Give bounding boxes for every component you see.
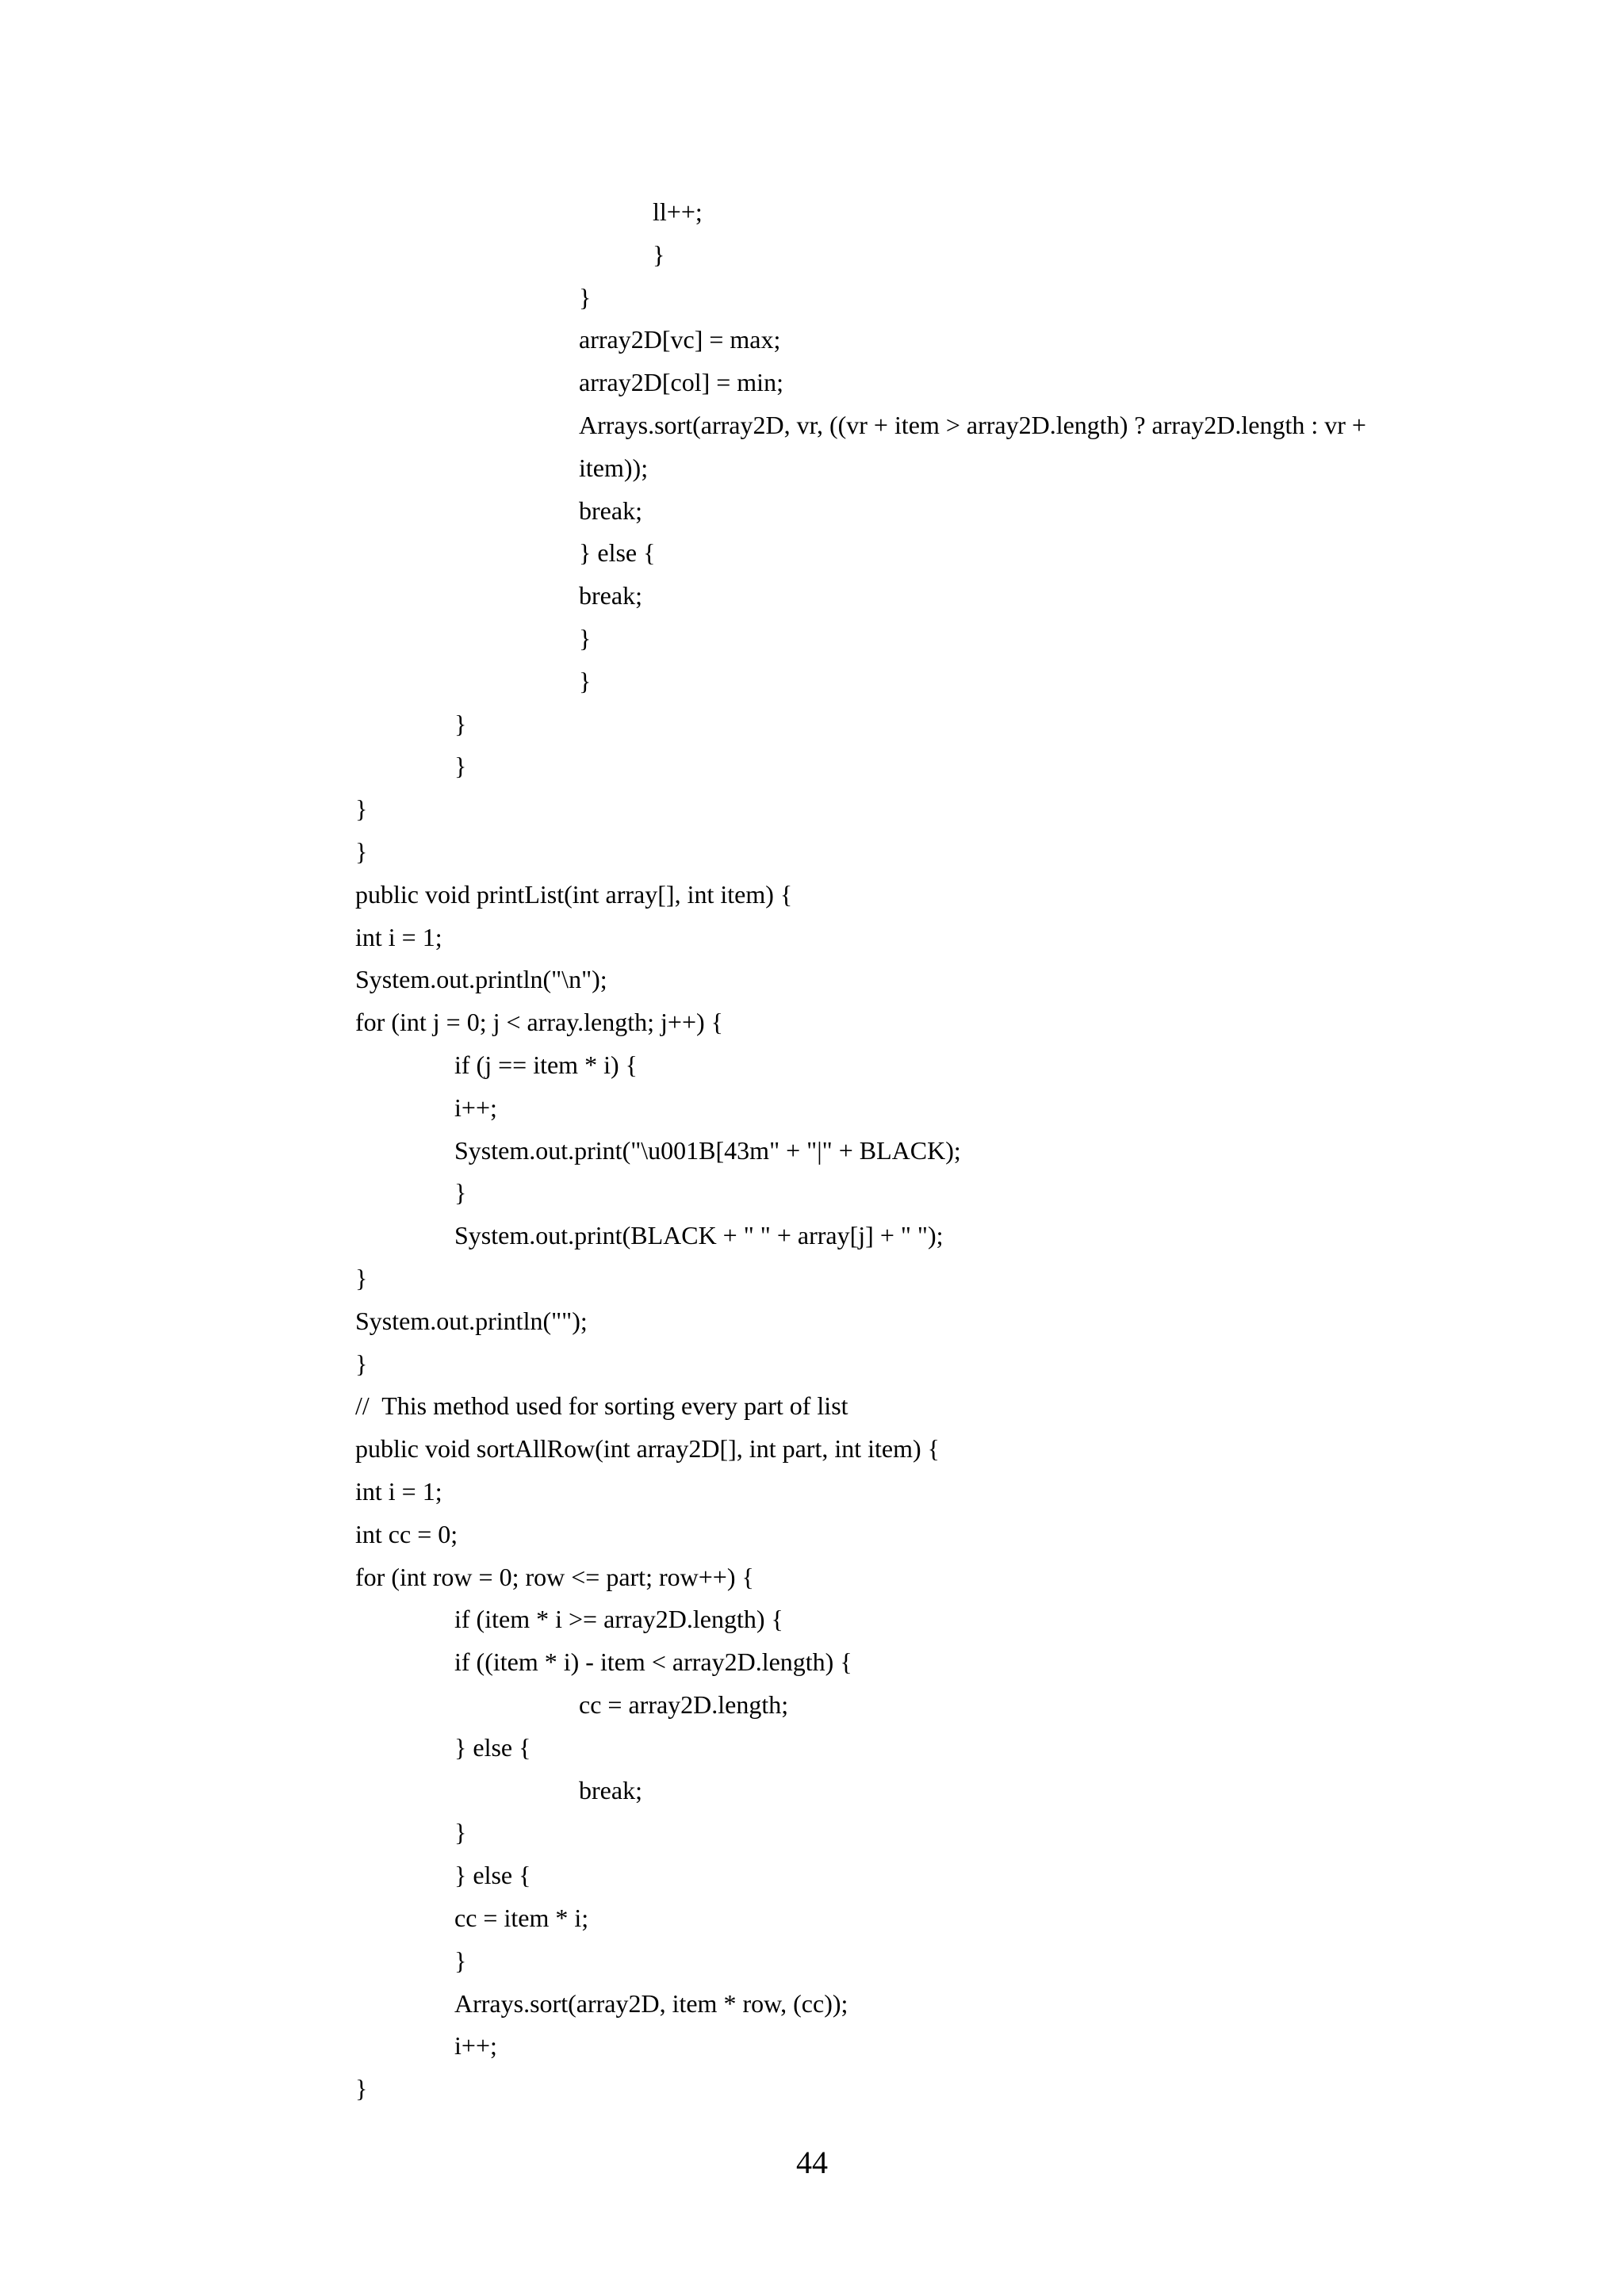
- code-line: i++;: [454, 2031, 497, 2060]
- code-line: for (int row = 0; row <= part; row++) {: [355, 1563, 754, 1591]
- code-line: break;: [579, 496, 642, 525]
- code-line: int cc = 0;: [355, 1520, 458, 1548]
- code-line: }: [355, 2074, 368, 2103]
- code-line: break;: [579, 581, 642, 610]
- code-line: public void printList(int array[], int item) {: [355, 880, 793, 909]
- code-line: }: [454, 752, 467, 780]
- code-line: }: [579, 283, 592, 312]
- code-line: }: [653, 240, 665, 269]
- code-line: }: [454, 1946, 467, 1975]
- code-line: }: [579, 624, 592, 652]
- code-line: ll++;: [653, 197, 703, 226]
- code-line: cc = array2D.length;: [579, 1690, 789, 1719]
- code-line: array2D[col] = min;: [579, 368, 783, 396]
- code-line: System.out.println("\n");: [355, 965, 607, 993]
- code-line: public void sortAllRow(int array2D[], int part, int item) {: [355, 1434, 940, 1463]
- code-line: } else {: [454, 1861, 531, 1889]
- code-line: }: [579, 667, 592, 695]
- code-line: int i = 1;: [355, 1477, 442, 1506]
- code-line: // This method used for sorting every part of list: [355, 1391, 848, 1420]
- code-line: Arrays.sort(array2D, item * row, (cc));: [454, 1989, 848, 2018]
- code-line: item));: [579, 453, 649, 482]
- code-line: } else {: [454, 1733, 531, 1762]
- code-line: System.out.print("\u001B[43m" + "|" + BLACK);: [454, 1136, 961, 1165]
- code-line: }: [355, 837, 368, 866]
- code-line: } else {: [579, 538, 656, 567]
- code-line: Arrays.sort(array2D, vr, ((vr + item > array2D.length) ? array2D.length : vr +: [579, 411, 1366, 439]
- code-line: System.out.print(BLACK + " " + array[j] + " ");: [454, 1221, 944, 1249]
- code-line: System.out.println("");: [355, 1307, 588, 1335]
- code-line: if (j == item * i) {: [454, 1050, 638, 1079]
- code-line: }: [454, 710, 467, 738]
- page-number: 44: [796, 2145, 828, 2180]
- code-line: if (item * i >= array2D.length) {: [454, 1605, 783, 1633]
- code-line: array2D[vc] = max;: [579, 325, 781, 354]
- code-line: if ((item * i) - item < array2D.length) {: [454, 1647, 852, 1676]
- code-line: int i = 1;: [355, 923, 442, 951]
- code-line: }: [355, 1264, 368, 1292]
- code-line: }: [454, 1178, 467, 1207]
- code-line: break;: [579, 1776, 642, 1804]
- code-line: cc = item * i;: [454, 1904, 589, 1932]
- code-line: }: [355, 794, 368, 823]
- code-line: }: [454, 1818, 467, 1846]
- code-line: i++;: [454, 1093, 497, 1122]
- code-line: }: [355, 1349, 368, 1378]
- code-line: for (int j = 0; j < array.length; j++) {: [355, 1008, 724, 1036]
